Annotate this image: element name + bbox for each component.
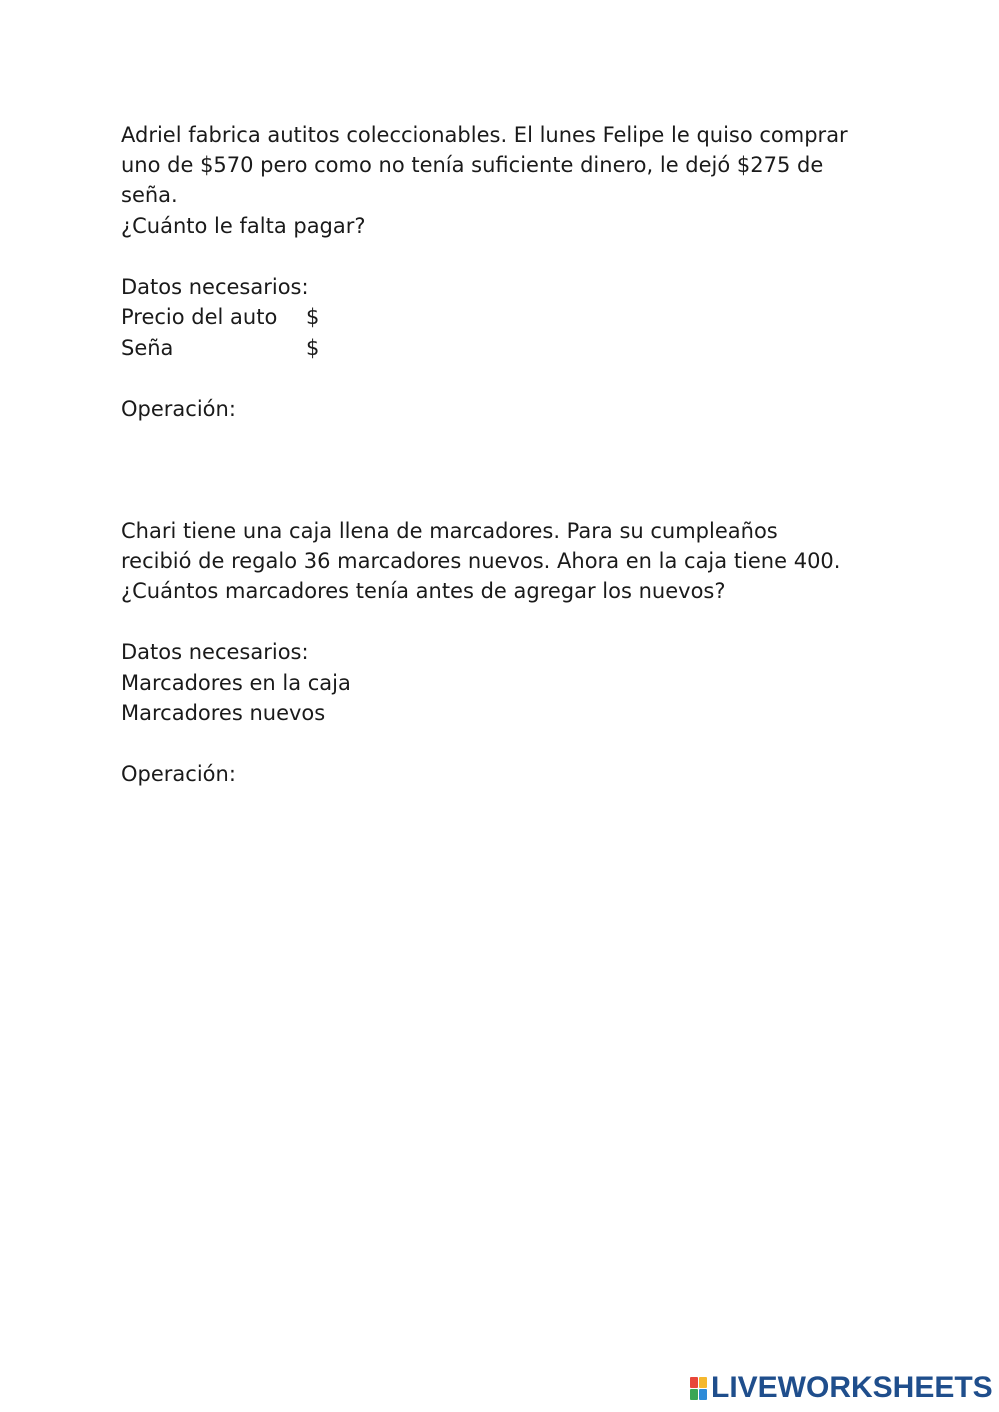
problem1-data-symbol-deposit: $ [306, 336, 320, 360]
problem1-text-line1: Adriel fabrica autitos coleccionables. El lunes Felipe le quiso comprar [121, 123, 848, 147]
logo-block [699, 1377, 707, 1388]
problem1-data-label-price: Precio del auto [121, 305, 278, 329]
problem2-text-line1: Chari tiene una caja llena de marcadores. Para su cumpleaños [121, 519, 778, 543]
problem2-data-label-new: Marcadores nuevos [121, 701, 326, 725]
problem2-data-label-box: Marcadores en la caja [121, 671, 351, 695]
problem2-data-heading: Datos necesarios: [121, 640, 309, 664]
problem1-data-heading: Datos necesarios: [121, 275, 309, 299]
problem1-data-symbol-price: $ [306, 305, 320, 329]
problem1-data-label-deposit: Seña [121, 336, 174, 360]
problem1-text-line2: uno de $570 pero como no tenía suficiente dinero, le dejó $275 de [121, 153, 824, 177]
logo-blocks-icon [690, 1377, 707, 1400]
problem2-text-line2: recibió de regalo 36 marcadores nuevos. Ahora en la caja tiene 400. [121, 549, 841, 573]
logo-block [699, 1389, 707, 1400]
problem1-operation-label: Operación: [121, 397, 236, 421]
logo-text: LIVEWORKSHEETS [711, 1371, 993, 1404]
logo-block [690, 1377, 698, 1388]
liveworksheets-logo [690, 1372, 993, 1404]
problem2-question: ¿Cuántos marcadores tenía antes de agregar los nuevos? [121, 579, 726, 603]
problem1-text-line3: seña. [121, 183, 178, 207]
problem2-operation-label: Operación: [121, 762, 236, 786]
problem1-question: ¿Cuánto le falta pagar? [121, 214, 366, 238]
logo-block [690, 1389, 698, 1400]
